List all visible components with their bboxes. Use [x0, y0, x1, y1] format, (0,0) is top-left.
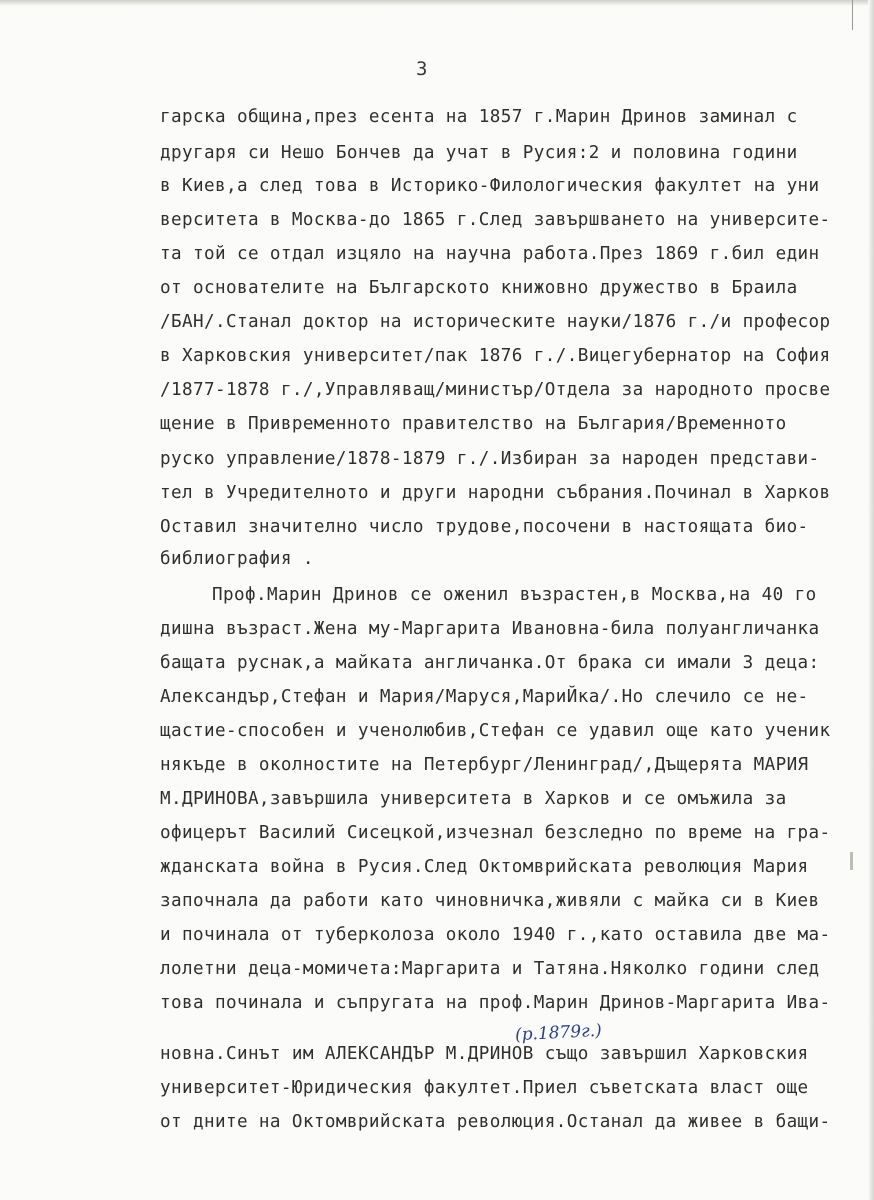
text-line: някъде в околностите на Петербург/Ленинград/,Дъщерята МАРИЯ: [160, 755, 809, 775]
text-line: гарска община,през есента на 1857 г.Марин Дринов заминал с: [160, 107, 798, 127]
text-line: верситета в Москва-до 1865 г.След завършването на университе-: [160, 210, 831, 230]
text-line: университет-Юридическия факултет.Приел съветската власт още: [160, 1078, 809, 1098]
text-line: това починала и съпругата на проф.Марин Дринов-Маргарита Ива-: [160, 993, 831, 1013]
text-line: другаря си Нешо Бончев да учат в Русия:2 и половина години: [160, 143, 798, 163]
text-line: лолетни деца-момичета:Маргарита и Татяна.Няколко години след: [160, 959, 820, 979]
page-right-edge: [868, 0, 874, 1200]
text-line: М.ДРИНОВА,завършила университета в Харков и се омъжила за: [160, 789, 787, 809]
text-line: и починала от туберколоза около 1940 г.,като оставила две ма-: [160, 925, 831, 945]
text-line: щение в Привременното правителство на България/Временното: [160, 414, 787, 434]
text-line: в Киев,а след това в Историко-Филологическия факултет на уни: [160, 176, 820, 196]
text-line: Проф.Марин Дринов се оженил възрастен,в Москва,на 40 го: [212, 585, 817, 605]
text-line: тел в Учредителното и други народни събрания.Починал в Харков: [160, 483, 831, 503]
text-line: Александър,Стефан и Мария/Маруся,МариЙка/.Но слечило се не-: [160, 687, 809, 707]
text-line: в Харковския университет/пак 1876 г./.Вицегубернатор на София: [160, 346, 831, 366]
text-line: от дните на Октомврийската революция.Останал да живее в бащи-: [160, 1112, 831, 1132]
text-line: бащата руснак,а майката англичанка.От брака си имали 3 деца:: [160, 653, 820, 673]
text-line: /БАН/.Станал доктор на историческите науки/1876 г./и професор: [160, 312, 831, 332]
text-line: започнала да работи като чиновничка,живяли с майка си в Киев: [160, 891, 820, 911]
text-line: библиография .: [160, 549, 314, 569]
text-line: Оставил значително число трудове,посочени в настоящата био-: [160, 517, 809, 537]
margin-mark: [850, 852, 853, 870]
text-line: та той се отдал изцяло на научна работа.През 1869 г.бил един: [160, 244, 820, 264]
text-line: офицерът Василий Сисецкой,изчезнал безследно по време на гра-: [160, 823, 831, 843]
text-line: дишна възраст.Жена му-Маргарита Ивановна-била полуангличанка: [160, 619, 820, 639]
text-line: руско управление/1878-1879 г./.Избиран за народен представи-: [160, 449, 820, 469]
text-line: от основателите на Българското книжовно дружество в Браила: [160, 278, 798, 298]
page-number: 3: [416, 58, 429, 80]
text-line: щастие-способен и ученолюбив,Стефан се удавил още като ученик: [160, 721, 831, 741]
handwritten-annotation: (р.1879г.): [514, 1020, 603, 1046]
text-line: жданската война в Русия.След Октомврийската революция Мария: [160, 857, 809, 877]
text-line: /1877-1878 г./,Управляващ/министър/Отдела за народното просве: [160, 380, 831, 400]
fold-mark: [852, 0, 853, 30]
page-top-edge: [0, 0, 874, 6]
text-line: новна.Синът им АЛЕКСАНДЪР М.ДРИНОВ също завършил Харковския: [160, 1044, 809, 1064]
